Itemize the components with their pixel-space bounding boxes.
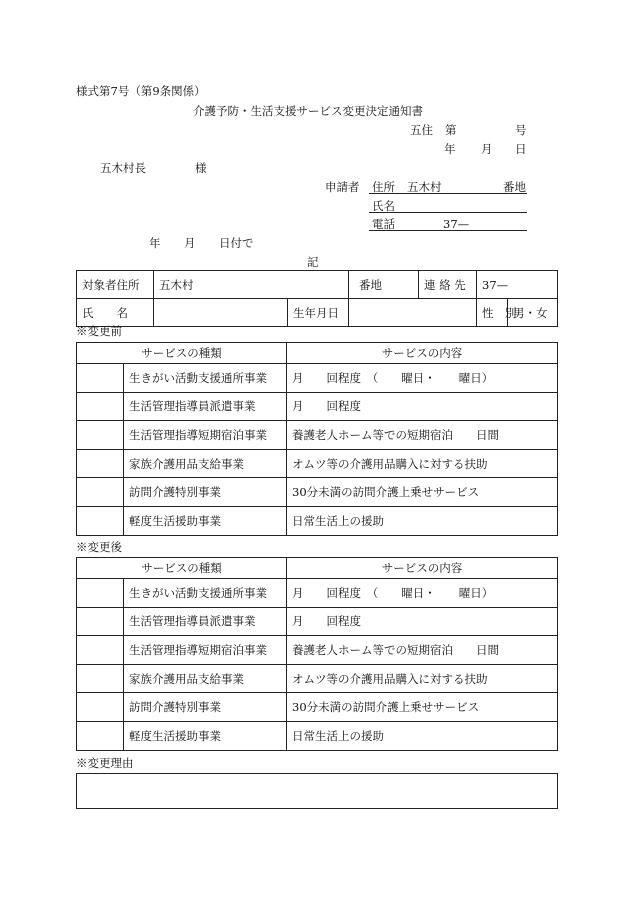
subject-sex-value[interactable]: 男・女 xyxy=(508,299,558,327)
addressee-honorific: 様 xyxy=(195,161,207,175)
services-before-content: 月 回程度 （ 曜日・ 曜日） xyxy=(287,364,558,393)
services-before-content: 養護老人ホーム等での短期宿泊 日間 xyxy=(287,421,558,450)
services-after-checkbox[interactable] xyxy=(77,664,124,693)
reason-box[interactable] xyxy=(76,773,558,809)
applicant-phone-label: 電話 xyxy=(372,217,395,231)
services-before-content: 日常生活上の援助 xyxy=(287,506,558,535)
subject-table xyxy=(76,270,558,327)
doc-ref-dai: 第 xyxy=(445,123,457,137)
services-after-checkbox[interactable] xyxy=(77,721,124,750)
services-before-name: 生活管理指導員派遣事業 xyxy=(124,392,287,421)
applicant-address-underline xyxy=(369,193,527,194)
services-after-type-header: サービスの種類 xyxy=(77,558,287,579)
services-after-content: 30分未満の訪問介護上乗せサービス xyxy=(287,693,558,722)
applicant-label: 申請者 xyxy=(325,180,360,194)
services-after-name: 生きがい活動支援通所事業 xyxy=(124,579,287,608)
after-label: ※変更後 xyxy=(76,540,122,554)
services-after-name: 訪問介護特別事業 xyxy=(124,693,287,722)
services-before-content-header: サービスの内容 xyxy=(287,343,558,364)
reason-label: ※変更理由 xyxy=(76,756,134,770)
services-before-name: 軽度生活援助事業 xyxy=(124,506,287,535)
date-day: 日 xyxy=(515,142,527,156)
document-title: 介護予防・生活支援サービス変更決定通知書 xyxy=(193,104,423,118)
services-after-content: オムツ等の介護用品購入に対する扶助 xyxy=(287,664,558,693)
form-number: 様式第7号（第9条関係） xyxy=(76,84,206,98)
services-before-checkbox[interactable] xyxy=(77,449,124,478)
subject-birth-value[interactable] xyxy=(349,299,477,327)
services-after-table xyxy=(76,557,558,751)
services-before-checkbox[interactable] xyxy=(77,392,124,421)
date-year: 年 xyxy=(444,142,456,156)
before-label: ※変更前 xyxy=(76,324,122,338)
subject-contact-label: 連 絡 先 xyxy=(419,271,477,299)
services-before-type-header: サービスの種類 xyxy=(77,343,287,364)
subject-address-value[interactable]: 五木村 xyxy=(154,271,349,299)
subject-name-label: 氏 名 xyxy=(77,299,154,327)
services-after-content-header: サービスの内容 xyxy=(287,558,558,579)
ki-heading: 記 xyxy=(307,255,319,269)
addressee-name: 五木村長 xyxy=(100,161,146,175)
effective-year: 年 xyxy=(149,236,161,250)
applicant-address-value: 五木村 xyxy=(407,180,442,194)
services-before-content: 月 回程度 xyxy=(287,392,558,421)
applicant-phone-value: 37— xyxy=(443,217,470,231)
applicant-name-underline xyxy=(369,212,527,213)
subject-sex-label: 性 別 xyxy=(477,299,508,327)
applicant-phone-underline xyxy=(369,230,527,231)
services-before-name: 訪問介護特別事業 xyxy=(124,478,287,507)
services-after-checkbox[interactable] xyxy=(77,607,124,636)
services-after-checkbox[interactable] xyxy=(77,693,124,722)
services-before-name: 家族介護用品支給事業 xyxy=(124,449,287,478)
services-after-name: 家族介護用品支給事業 xyxy=(124,664,287,693)
effective-month: 月 xyxy=(184,236,196,250)
services-before-checkbox[interactable] xyxy=(77,364,124,393)
services-after-name: 軽度生活援助事業 xyxy=(124,721,287,750)
effective-day: 日付で xyxy=(219,236,254,250)
doc-ref-prefix: 五住 xyxy=(410,123,433,137)
services-before-name: 生きがい活動支援通所事業 xyxy=(124,364,287,393)
services-after-name: 生活管理指導短期宿泊事業 xyxy=(124,636,287,665)
subject-name-value[interactable] xyxy=(154,299,288,327)
applicant-address-label: 住所 xyxy=(372,180,395,194)
services-after-content: 月 回程度 xyxy=(287,607,558,636)
applicant-name-label: 氏名 xyxy=(372,199,395,213)
subject-contact-value[interactable]: 37— xyxy=(477,271,558,299)
date-month: 月 xyxy=(481,142,493,156)
doc-ref-go: 号 xyxy=(515,123,527,137)
services-before-checkbox[interactable] xyxy=(77,478,124,507)
services-after-checkbox[interactable] xyxy=(77,636,124,665)
services-after-checkbox[interactable] xyxy=(77,579,124,608)
services-after-content: 月 回程度 （ 曜日・ 曜日） xyxy=(287,579,558,608)
services-before-content: オムツ等の介護用品購入に対する扶助 xyxy=(287,449,558,478)
services-before-name: 生活管理指導短期宿泊事業 xyxy=(124,421,287,450)
services-after-content: 養護老人ホーム等での短期宿泊 日間 xyxy=(287,636,558,665)
services-before-table xyxy=(76,342,558,536)
subject-banchi: 番地 xyxy=(349,271,419,299)
services-before-checkbox[interactable] xyxy=(77,506,124,535)
services-before-checkbox[interactable] xyxy=(77,421,124,450)
services-before-content: 30分未満の訪問介護上乗せサービス xyxy=(287,478,558,507)
subject-address-label: 対象者住所 xyxy=(77,271,154,299)
subject-birth-label: 生年月日 xyxy=(288,299,349,327)
applicant-address-suffix: 番地 xyxy=(503,180,526,194)
services-after-content: 日常生活上の援助 xyxy=(287,721,558,750)
services-after-name: 生活管理指導員派遣事業 xyxy=(124,607,287,636)
